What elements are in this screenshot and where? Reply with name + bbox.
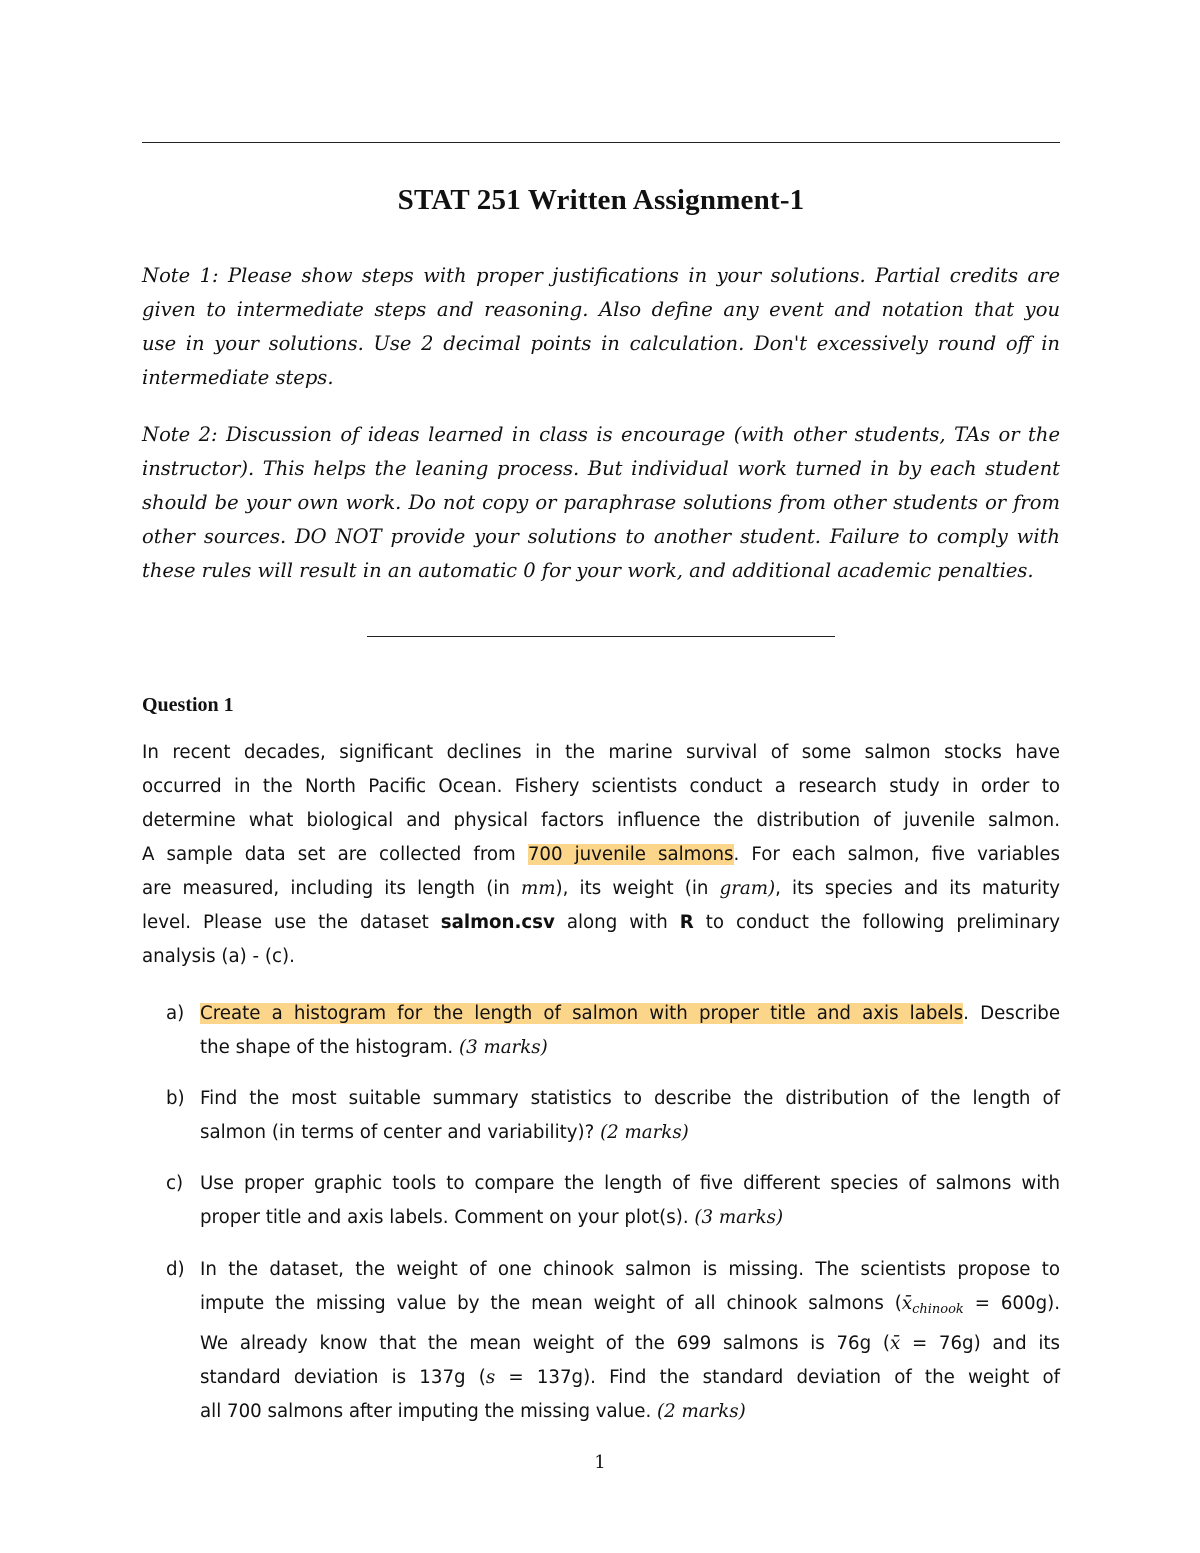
note-2-line: these rules will result in an automatic 0 for your work, and additional academic penalties. <box>142 559 1034 582</box>
highlight-sample-size: 700 juvenile salmons <box>527 844 734 865</box>
math-xbar: x̄ <box>889 1333 901 1354</box>
separator-rule <box>367 636 835 637</box>
question-line: occurred in the North Pacific Ocean. Fishery scientists conduct a research study in order to <box>142 776 1060 797</box>
note-2-line: should be your own work. Do not copy or paraphrase solutions from other students or from <box>142 491 1060 514</box>
marks: (3 marks) <box>694 1207 784 1228</box>
note-2-line: Note 2: Discussion of ideas learned in class is encourage (with other students, TAs or the <box>142 423 1060 446</box>
text: standard deviation is 137g ( <box>200 1367 486 1388</box>
item-line <box>200 997 1060 1031</box>
text: all 700 salmons after imputing the missing value. <box>200 1401 658 1422</box>
page-title: STAT 251 Written Assignment-1 <box>397 184 805 216</box>
top-rule <box>142 142 1060 143</box>
text: the shape of the histogram. <box>200 1037 459 1058</box>
item-line <box>200 1327 1060 1361</box>
question-heading: Question 1 <box>142 694 234 716</box>
text: We already know that the mean weight of the 699 salmons is 76g ( <box>200 1333 890 1354</box>
item-line <box>200 1287 1060 1327</box>
unit-gram: gram) <box>719 878 776 899</box>
item-label: c) <box>166 1173 184 1194</box>
question-body <box>142 736 1060 974</box>
item-line: Use proper graphic tools to compare the length of five different species of salmons with <box>200 1173 1060 1194</box>
page-number: 1 <box>594 1452 606 1473</box>
dataset-filename: salmon.csv <box>440 912 555 933</box>
text: = 137g). Find the standard deviation of the weight of <box>495 1367 1061 1388</box>
question-line: determine what biological and physical factors influence the distribution of juvenile salmon. <box>142 810 1060 831</box>
question-line <box>142 872 1060 906</box>
item-label: d) <box>166 1259 185 1280</box>
text: to conduct the following preliminary <box>693 912 1061 933</box>
math-s: s <box>485 1367 496 1388</box>
question-line: analysis (a) - (c). <box>142 946 295 967</box>
note-1 <box>142 259 1060 395</box>
text: . Describe <box>963 1003 1061 1024</box>
highlight-task: Create a histogram for the length of salmon with proper title and axis labels <box>200 1003 964 1024</box>
note-1-line: use in your solutions. Use 2 decimal points in calculation. Don't excessively round off in <box>142 332 1060 355</box>
item-line: In the dataset, the weight of one chinook salmon is missing. The scientists propose to <box>200 1259 1060 1280</box>
item-label: b) <box>166 1088 185 1109</box>
item-line <box>200 1361 1060 1395</box>
text: level. Please use the dataset <box>142 912 441 933</box>
note-1-line: given to intermediate steps and reasoning. Also define any event and notation that you <box>142 298 1060 321</box>
item-line <box>200 1031 1060 1065</box>
item-line: Find the most suitable summary statistics to describe the distribution of the length of <box>200 1088 1060 1109</box>
note-1-line: intermediate steps. <box>142 366 334 389</box>
text: = 600g). <box>963 1293 1060 1314</box>
marks: (2 marks) <box>600 1122 689 1143</box>
text: salmon (in terms of center and variability)? <box>200 1122 601 1143</box>
math-xbar: x̄ <box>901 1293 913 1314</box>
unit-mm: mm <box>521 878 556 899</box>
text: A sample data set are collected from <box>142 844 528 865</box>
question-line <box>142 906 1060 940</box>
marks: (2 marks) <box>657 1401 746 1422</box>
text: , its species and its maturity <box>775 878 1060 899</box>
text: impute the missing value by the mean weight of all chinook salmons ( <box>200 1293 902 1314</box>
text: along with <box>554 912 680 933</box>
software-name: R <box>679 912 694 933</box>
text: ), its weight (in <box>555 878 720 899</box>
question-line <box>142 838 1060 872</box>
text: = 76g) and its <box>900 1333 1060 1354</box>
math-subscript: chinook <box>912 1302 964 1317</box>
note-1-line: Note 1: Please show steps with proper justifications in your solutions. Partial credits are <box>142 264 1060 287</box>
text: proper title and axis labels. Comment on your plot(s). <box>200 1207 695 1228</box>
item-label: a) <box>166 1003 185 1024</box>
item-line <box>200 1201 1060 1235</box>
note-2-line: other sources. DO NOT provide your solutions to another student. Failure to comply with <box>142 525 1060 548</box>
text: are measured, including its length (in <box>142 878 522 899</box>
marks: (3 marks) <box>459 1037 548 1058</box>
text: . For each salmon, five variables <box>733 844 1060 865</box>
item-line <box>200 1116 1060 1150</box>
note-2 <box>142 418 1060 588</box>
question-line: In recent decades, significant declines in the marine survival of some salmon stocks have <box>142 742 1060 763</box>
note-2-line: instructor). This helps the leaning process. But individual work turned in by each student <box>142 457 1060 480</box>
item-line <box>200 1395 1060 1429</box>
